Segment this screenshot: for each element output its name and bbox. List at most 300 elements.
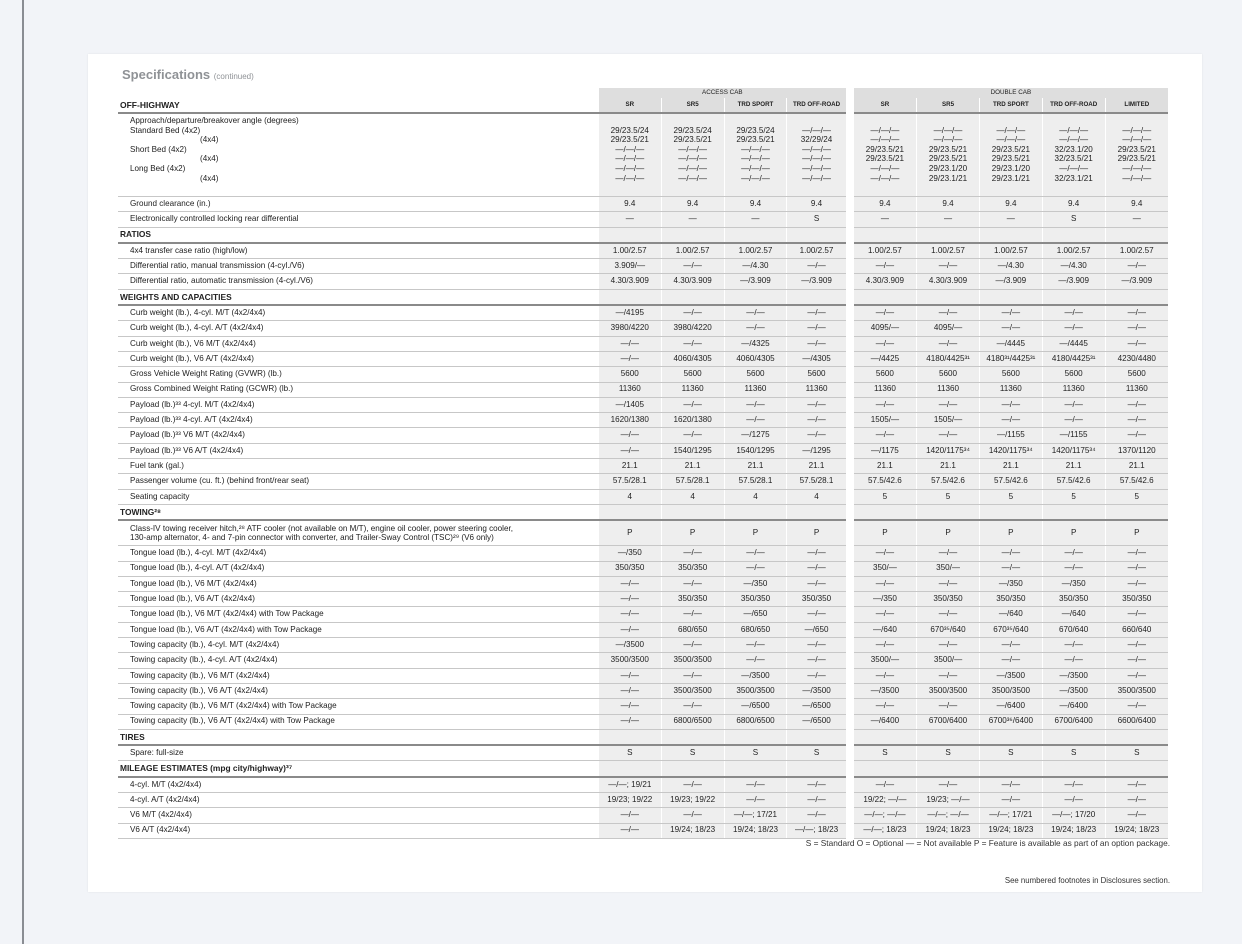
spec-value: —/— — [787, 336, 850, 351]
spec-value: 11360 — [724, 382, 787, 397]
section-header-cell — [1105, 729, 1168, 745]
spec-label: Payload (lb.)³³ V6 A/T (4x2/4x4) — [118, 443, 598, 458]
spec-value: 57.5/28.1 — [661, 474, 724, 489]
spec-value: 21.1 — [598, 459, 661, 474]
spec-value: —/— — [598, 668, 661, 683]
spec-value: —/— — [724, 397, 787, 412]
spec-value: —/— — [661, 808, 724, 823]
spec-label: Differential ratio, manual transmission (4-cyl./V6) — [118, 259, 598, 274]
spec-value: —/—; 18/23 — [787, 823, 850, 838]
spec-value: 9.4 — [661, 197, 724, 212]
spec-value: 680/650 — [724, 622, 787, 637]
spec-value: —/— — [979, 653, 1042, 668]
spec-value: —/1155 — [979, 428, 1042, 443]
spec-value: —/— — [724, 546, 787, 561]
spec-value: — — [598, 212, 661, 227]
spec-value: —/4195 — [598, 305, 661, 321]
spec-row — [118, 443, 1168, 458]
section-header-cell — [787, 227, 850, 243]
spec-value: —/— — [979, 321, 1042, 336]
spec-value: —/—; 17/21 — [724, 808, 787, 823]
spec-value: —/— — [1042, 653, 1105, 668]
spec-value: —/— — [979, 777, 1042, 793]
approach-angle-value: —/—/— — [933, 125, 963, 135]
spec-value: P — [1042, 520, 1105, 546]
spec-value: 3500/3500 — [724, 683, 787, 698]
spec-row — [118, 792, 1168, 807]
spec-value: 4.30/3.909 — [850, 274, 917, 289]
spec-value: —/— — [1105, 653, 1168, 668]
approach-angle-value: 29/23.5/21 — [991, 154, 1030, 164]
spec-row — [118, 243, 1168, 259]
section-header-cell — [1105, 227, 1168, 243]
cab-group-access: ACCESS CAB — [598, 88, 849, 98]
approach-angle-value: —/—/— — [741, 173, 770, 183]
spec-value: 21.1 — [661, 459, 724, 474]
spec-value: S — [661, 745, 724, 761]
approach-label-short-4x2: Short Bed (4x2) — [130, 144, 187, 154]
approach-angle-value: 29/23.5/21 — [1117, 144, 1156, 154]
section-header-row — [118, 729, 1168, 745]
spec-value: 3500/3500 — [917, 683, 980, 698]
spec-value: 1.00/2.57 — [850, 243, 917, 259]
spec-value: 4 — [598, 489, 661, 504]
spec-label: V6 A/T (4x2/4x4) — [118, 823, 598, 838]
spec-value: 4060/4305 — [661, 351, 724, 366]
spec-value: 5 — [850, 489, 917, 504]
spec-value: S — [850, 745, 917, 761]
spec-value: —/1275 — [724, 428, 787, 443]
spec-value: —/3.909 — [1042, 274, 1105, 289]
section-header-cell — [661, 761, 724, 777]
spec-value: —/— — [787, 305, 850, 321]
approach-angle-value: —/—/— — [802, 173, 831, 183]
approach-angle-values — [724, 113, 787, 197]
spec-value: 57.5/42.6 — [1042, 474, 1105, 489]
spec-value: —/650 — [724, 607, 787, 622]
approach-angle-row — [118, 113, 1168, 197]
spec-value: 57.5/28.1 — [598, 474, 661, 489]
spec-value: —/3.909 — [979, 274, 1042, 289]
spec-value: —/— — [850, 428, 917, 443]
spec-value: — — [1105, 212, 1168, 227]
spec-label — [118, 520, 598, 546]
approach-angle-value — [1045, 116, 1103, 126]
spec-value: 11360 — [1105, 382, 1168, 397]
section-header-cell — [917, 504, 980, 520]
section-header-cell — [787, 761, 850, 777]
approach-angle-value: —/—/— — [678, 163, 708, 173]
spec-value: —/— — [917, 668, 980, 683]
trim-header: SR5 — [661, 98, 724, 113]
spec-value: 3500/— — [850, 653, 917, 668]
approach-angle-values — [787, 113, 850, 197]
spec-value: 1.00/2.57 — [1042, 243, 1105, 259]
spec-value: —/— — [1105, 305, 1168, 321]
spec-label: Seating capacity — [118, 489, 598, 504]
spec-value: 3.909/— — [598, 259, 661, 274]
spec-value: 19/22; —/— — [850, 792, 917, 807]
approach-angle-value: —/—/— — [1122, 163, 1152, 173]
spec-label: Towing capacity (lb.), V6 M/T (4x2/4x4) with Tow Package — [118, 699, 598, 714]
approach-angle-value: 29/23.1/21 — [991, 173, 1030, 183]
spec-value: —/— — [661, 638, 724, 653]
spec-value: —/3500 — [724, 668, 787, 683]
spec-value: —/— — [1105, 413, 1168, 428]
section-header-cell — [917, 761, 980, 777]
spec-row — [118, 699, 1168, 714]
spec-value: —/— — [917, 259, 980, 274]
approach-angle-value — [789, 116, 843, 126]
approach-angle-value: 29/23.1/20 — [991, 163, 1030, 173]
approach-angle-value: 29/23.1/21 — [928, 173, 968, 183]
spec-value: —/6400 — [850, 714, 917, 729]
approach-angle-value: —/—/— — [996, 135, 1026, 145]
spec-value: —/—; —/— — [850, 808, 917, 823]
spec-value: 9.4 — [1042, 197, 1105, 212]
approach-angle-values — [917, 113, 980, 197]
spec-row — [118, 592, 1168, 607]
spec-value: S — [1042, 212, 1105, 227]
spec-value: 1.00/2.57 — [661, 243, 724, 259]
section-header-cell — [598, 289, 661, 305]
approach-angle-value: —/—/— — [1122, 173, 1152, 183]
section-header-cell — [979, 729, 1042, 745]
spec-label: Gross Combined Weight Rating (GCWR) (lb.) — [118, 382, 598, 397]
approach-angle-value: 29/23.5/21 — [991, 144, 1030, 154]
approach-angle-value: —/—/— — [802, 144, 831, 154]
spec-value: —/350 — [850, 592, 917, 607]
spec-value: —/640 — [979, 607, 1042, 622]
spec-value: 1620/1380 — [598, 413, 661, 428]
spec-value: 21.1 — [787, 459, 850, 474]
spec-label: Payload (lb.)³³ 4-cyl. M/T (4x2/4x4) — [118, 397, 598, 412]
spec-value: —/— — [598, 576, 661, 591]
spec-value: — — [661, 212, 724, 227]
spec-value: —/3500 — [979, 668, 1042, 683]
section-header-cell — [787, 289, 850, 305]
spec-value: —/3500 — [850, 683, 917, 698]
spec-row — [118, 653, 1168, 668]
spec-label: Gross Vehicle Weight Rating (GVWR) (lb.) — [118, 367, 598, 382]
spec-value: —/— — [661, 699, 724, 714]
footnote: See numbered footnotes in Disclosures section. — [1004, 876, 1170, 885]
spec-value: —/— — [850, 305, 917, 321]
approach-angle-values — [979, 113, 1042, 197]
section-header-cell — [598, 504, 661, 520]
section-header-cell — [1042, 504, 1105, 520]
section-header-row — [118, 227, 1168, 243]
trim-header: SR — [598, 98, 661, 113]
spec-value: —/— — [850, 259, 917, 274]
spec-value: 19/24; 18/23 — [661, 823, 724, 838]
section-header-cell — [917, 289, 980, 305]
spec-value: —/— — [1042, 397, 1105, 412]
section-header-row — [118, 761, 1168, 777]
spec-value: —/— — [850, 699, 917, 714]
spec-value: —/— — [661, 305, 724, 321]
spec-value: — — [979, 212, 1042, 227]
spec-row — [118, 622, 1168, 637]
spec-value: —/— — [787, 546, 850, 561]
spec-row — [118, 546, 1168, 561]
spec-value: —/— — [917, 607, 980, 622]
spec-value: 1370/1120 — [1105, 443, 1168, 458]
trim-header-row — [118, 98, 1168, 113]
section-header-cell — [1042, 729, 1105, 745]
spec-value: 670³⁵/640 — [917, 622, 980, 637]
section-header-cell — [850, 761, 917, 777]
spec-label: Curb weight (lb.), 4-cyl. M/T (4x2/4x4) — [118, 305, 598, 321]
spec-value: 19/24; 18/23 — [1042, 823, 1105, 838]
section-header-cell — [1042, 761, 1105, 777]
approach-label-long-4x2: Long Bed (4x2) — [130, 163, 186, 173]
approach-angle-value: 29/23.5/21 — [865, 154, 905, 164]
spec-value: —/— — [661, 397, 724, 412]
spec-value: 57.5/42.6 — [850, 474, 917, 489]
spec-value: 350/— — [917, 561, 980, 576]
spec-value: P — [917, 520, 980, 546]
spec-value: 4180³¹/4425³¹ — [979, 351, 1042, 366]
spec-value: 4180/4425³¹ — [1042, 351, 1105, 366]
spec-label: Spare: full-size — [118, 745, 598, 761]
spec-value: —/— — [979, 397, 1042, 412]
section-title: WEIGHTS AND CAPACITIES — [118, 289, 598, 305]
spec-row — [118, 745, 1168, 761]
spec-value: —/— — [598, 683, 661, 698]
spec-value: 1420/1175³⁴ — [1042, 443, 1105, 458]
spec-value: —/4445 — [1042, 336, 1105, 351]
spec-row — [118, 668, 1168, 683]
approach-angle-value — [727, 116, 785, 126]
spec-row — [118, 274, 1168, 289]
spec-value: 11360 — [979, 382, 1042, 397]
spec-value: —/— — [850, 397, 917, 412]
spec-value: —/— — [1042, 792, 1105, 807]
spec-value: 4180/4425³¹ — [917, 351, 980, 366]
section-header-row — [118, 504, 1168, 520]
spec-value: 9.4 — [850, 197, 917, 212]
section-header-cell — [1105, 761, 1168, 777]
spec-value: S — [1105, 745, 1168, 761]
spec-value: —/3500 — [598, 638, 661, 653]
spec-row — [118, 683, 1168, 698]
spec-value: 5 — [917, 489, 980, 504]
spec-value: 5600 — [1105, 367, 1168, 382]
spec-value: —/— — [661, 576, 724, 591]
spec-label: Curb weight (lb.), V6 M/T (4x2/4x4) — [118, 336, 598, 351]
approach-angle-value: —/—/— — [933, 135, 963, 145]
spec-value: —/— — [1042, 546, 1105, 561]
spec-value: 1.00/2.57 — [787, 243, 850, 259]
section-header-cell — [598, 729, 661, 745]
spec-value: —/— — [661, 607, 724, 622]
section-header-cell — [724, 761, 787, 777]
spec-value: 19/24; 18/23 — [1105, 823, 1168, 838]
spec-value: —/— — [598, 607, 661, 622]
spec-value: —/— — [1042, 638, 1105, 653]
section-header-cell — [850, 729, 917, 745]
spec-row — [118, 808, 1168, 823]
spec-value: 4095/— — [850, 321, 917, 336]
spec-value: —/— — [979, 792, 1042, 807]
spec-value: P — [850, 520, 917, 546]
spec-row — [118, 212, 1168, 227]
spec-value: 3500/3500 — [1105, 683, 1168, 698]
cab-group-double: DOUBLE CAB — [850, 88, 1168, 98]
spec-value: —/— — [787, 607, 850, 622]
spec-value: 57.5/42.6 — [979, 474, 1042, 489]
spec-value: 5 — [979, 489, 1042, 504]
spec-value: —/6400 — [979, 699, 1042, 714]
spec-value: —/— — [661, 259, 724, 274]
spec-value: 3500/3500 — [661, 653, 724, 668]
spec-value: 5600 — [979, 367, 1042, 382]
spec-value: —/350 — [598, 546, 661, 561]
spec-value: —/— — [979, 413, 1042, 428]
approach-label-standard-4x4: (4x4) — [200, 135, 219, 145]
spec-value: 4.30/3.909 — [598, 274, 661, 289]
spec-label: 4-cyl. M/T (4x2/4x4) — [118, 777, 598, 793]
spec-value: —/— — [598, 428, 661, 443]
spec-row — [118, 367, 1168, 382]
spec-value: 9.4 — [917, 197, 980, 212]
spec-value: —/— — [1105, 792, 1168, 807]
spec-value: —/— — [1105, 576, 1168, 591]
spec-row — [118, 305, 1168, 321]
spec-label: Curb weight (lb.), 4-cyl. A/T (4x2/4x4) — [118, 321, 598, 336]
spec-value: —/— — [787, 792, 850, 807]
spec-value: —/— — [917, 428, 980, 443]
spec-value: 5600 — [724, 367, 787, 382]
spec-value: 670/640 — [1042, 622, 1105, 637]
spec-row — [118, 489, 1168, 504]
spec-value: — — [724, 212, 787, 227]
section-title: TOWING²⁸ — [118, 504, 598, 520]
spec-label: 4x4 transfer case ratio (high/low) — [118, 243, 598, 259]
approach-angle-values — [598, 113, 661, 197]
spec-value: 350/350 — [917, 592, 980, 607]
spec-value: P — [598, 520, 661, 546]
spec-label: Tongue load (lb.), V6 M/T (4x2/4x4) — [118, 576, 598, 591]
section-header-cell — [1105, 289, 1168, 305]
spec-value: 350/350 — [661, 561, 724, 576]
spec-value: 1540/1295 — [724, 443, 787, 458]
approach-angle-value: —/—/— — [615, 154, 645, 164]
spec-row — [118, 607, 1168, 622]
approach-angle-value: —/—/— — [1122, 135, 1152, 145]
spec-label: Towing capacity (lb.), 4-cyl. A/T (4x2/4x4) — [118, 653, 598, 668]
spec-value: —/— — [1042, 321, 1105, 336]
spec-value: 19/24; 18/23 — [917, 823, 980, 838]
spec-value: —/— — [787, 428, 850, 443]
cab-group-row — [118, 88, 1168, 98]
spec-value: —/— — [917, 546, 980, 561]
spec-value: P — [787, 520, 850, 546]
trim-header: TRD OFF-ROAD — [1042, 98, 1105, 113]
approach-angle-value: —/—/— — [1059, 135, 1089, 145]
spec-value: 350/350 — [661, 592, 724, 607]
spec-value: —/— — [917, 397, 980, 412]
spec-value: —/4425 — [850, 351, 917, 366]
spec-label: Tongue load (lb.), 4-cyl. A/T (4x2/4x4) — [118, 561, 598, 576]
trim-header: TRD SPORT — [724, 98, 787, 113]
spec-value: —/3.909 — [724, 274, 787, 289]
approach-angle-value: 32/23.1/20 — [1054, 144, 1093, 154]
spec-value: P — [724, 520, 787, 546]
spec-value: 11360 — [598, 382, 661, 397]
spec-value: 1540/1295 — [661, 443, 724, 458]
spec-label: Towing capacity (lb.), V6 A/T (4x2/4x4) — [118, 683, 598, 698]
spec-row — [118, 576, 1168, 591]
spec-value: —/1295 — [787, 443, 850, 458]
page-title-text: Specifications — [122, 67, 211, 82]
spec-value: S — [598, 745, 661, 761]
spec-value: —/— — [598, 714, 661, 729]
spec-sheet — [88, 54, 1202, 892]
section-off-highway: OFF-HIGHWAY — [118, 98, 598, 113]
approach-angle-value: —/—/— — [1059, 163, 1089, 173]
spec-value: 57.5/42.6 — [1105, 474, 1168, 489]
approach-angle-value — [982, 116, 1040, 126]
spec-value: 19/24; 18/23 — [979, 823, 1042, 838]
approach-angle-value: —/—/— — [615, 173, 645, 183]
spec-value: —/—; 18/23 — [850, 823, 917, 838]
spec-value: —/— — [598, 808, 661, 823]
spec-value: 21.1 — [850, 459, 917, 474]
spec-row — [118, 638, 1168, 653]
spec-value: —/— — [787, 668, 850, 683]
spec-value: —/1175 — [850, 443, 917, 458]
spec-value: —/— — [1042, 413, 1105, 428]
spec-value: —/— — [1042, 561, 1105, 576]
spec-value: 5600 — [598, 367, 661, 382]
section-header-cell — [979, 289, 1042, 305]
spec-value: —/— — [724, 561, 787, 576]
spec-value: 6700³⁶/6400 — [979, 714, 1042, 729]
approach-label-short-4x4: (4x4) — [200, 154, 219, 164]
spec-value: —/— — [787, 561, 850, 576]
section-header-cell — [724, 729, 787, 745]
spec-value: —/— — [1105, 808, 1168, 823]
spec-label: Tongue load (lb.), V6 A/T (4x2/4x4) — [118, 592, 598, 607]
spec-row — [118, 336, 1168, 351]
spec-value: —/—; 19/21 — [598, 777, 661, 793]
approach-angle-value: —/—/— — [741, 154, 770, 164]
section-header-cell — [850, 289, 917, 305]
approach-angle-values — [661, 113, 724, 197]
spec-value: 670³⁵/640 — [979, 622, 1042, 637]
spec-row — [118, 321, 1168, 336]
spec-value: 19/23; 19/22 — [598, 792, 661, 807]
spec-value: 3500/3500 — [598, 653, 661, 668]
spec-value: —/— — [1105, 259, 1168, 274]
spec-value: 6700/6400 — [1042, 714, 1105, 729]
spec-value: P — [1105, 520, 1168, 546]
spec-label: Curb weight (lb.), V6 A/T (4x2/4x4) — [118, 351, 598, 366]
spec-value: 11360 — [661, 382, 724, 397]
spec-value: —/— — [1105, 638, 1168, 653]
spec-value: —/— — [1042, 777, 1105, 793]
spec-value: —/6500 — [724, 699, 787, 714]
spec-value: —/6500 — [787, 714, 850, 729]
spec-value: 4095/— — [917, 321, 980, 336]
spec-value: 5 — [1105, 489, 1168, 504]
spec-value: —/— — [917, 576, 980, 591]
spec-value: 1.00/2.57 — [724, 243, 787, 259]
spec-label: Tongue load (lb.), V6 M/T (4x2/4x4) with Tow Package — [118, 607, 598, 622]
spec-value: 21.1 — [1042, 459, 1105, 474]
